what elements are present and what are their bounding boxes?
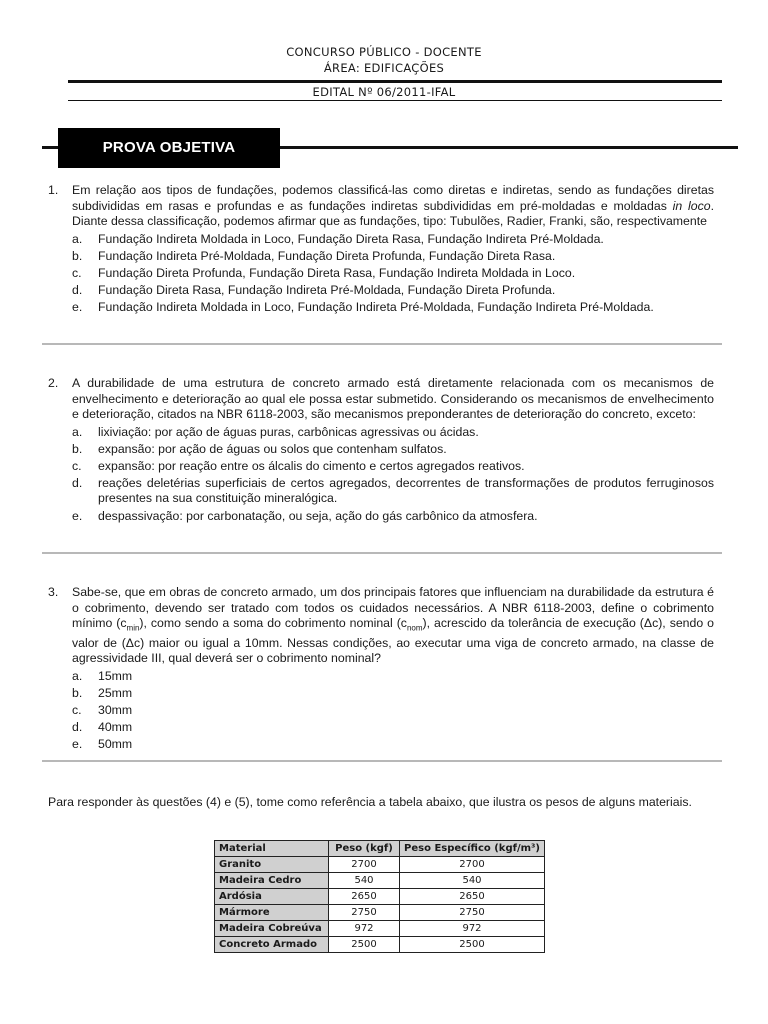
question-number: 3. bbox=[48, 585, 59, 599]
material-weight: 540 bbox=[329, 873, 400, 889]
table-row bbox=[215, 905, 545, 921]
material-weight: 2500 bbox=[329, 937, 400, 953]
document-header bbox=[0, 44, 768, 76]
option-c[interactable]: c. Fundação Direta Profunda, Fundação Direta Rasa, Fundação Indireta Moldada in Loco. bbox=[72, 265, 576, 280]
table-row bbox=[215, 857, 545, 873]
header-rule-thin bbox=[68, 100, 722, 101]
option-e[interactable]: e. 50mm bbox=[72, 736, 133, 751]
option-d[interactable]: d. 40mm bbox=[72, 719, 133, 734]
material-name: Concreto Armado bbox=[215, 937, 329, 953]
question-number: 1. bbox=[48, 183, 59, 197]
option-a[interactable]: a. 15mm bbox=[72, 668, 133, 683]
option-b[interactable]: b. 25mm bbox=[72, 685, 133, 700]
option-e[interactable]: e. despassivação: por carbonatação, ou seja, ação do gás carbônico da atmosfera. bbox=[72, 508, 538, 523]
header-weight: Peso (kgf) bbox=[329, 841, 400, 857]
option-a[interactable]: a. Fundação Indireta Moldada in Loco, Fundação Direta Rasa, Fundação Indireta Pré-Moldada. bbox=[72, 231, 604, 246]
option-a[interactable]: a. lixiviação: por ação de águas puras, carbônicas agressivas ou ácidas. bbox=[72, 424, 479, 439]
question-2 bbox=[48, 376, 714, 525]
question-3 bbox=[48, 585, 714, 753]
material-specific-weight: 540 bbox=[400, 873, 545, 889]
option-d[interactable]: d. Fundação Direta Rasa, Fundação Indireta Pré-Moldada, Fundação Direta Profunda. bbox=[72, 282, 556, 297]
header-material: Material bbox=[215, 841, 329, 857]
material-specific-weight: 2750 bbox=[400, 905, 545, 921]
material-specific-weight: 2700 bbox=[400, 857, 545, 873]
question-text: A durabilidade de uma estrutura de concreto armado está diretamente relacionada com os mecanismos de envelhecimento e deterioração ao qual ele possa estar submetido. Considerando os mecanismos de envelhecimento e deterioração, citados na NBR 6118-2003, são mecanismos preponderantes de deterioração do concreto, exceto: bbox=[72, 376, 714, 421]
materials-table bbox=[214, 840, 545, 953]
material-specific-weight: 972 bbox=[400, 921, 545, 937]
material-name: Mármore bbox=[215, 905, 329, 921]
option-b[interactable]: b. Fundação Indireta Pré-Moldada, Fundação Direta Profunda, Fundação Direta Rasa. bbox=[72, 248, 556, 263]
material-specific-weight: 2650 bbox=[400, 889, 545, 905]
material-name: Granito bbox=[215, 857, 329, 873]
header-title: CONCURSO PÚBLICO - DOCENTE bbox=[286, 45, 482, 59]
header-rule-thick bbox=[68, 80, 722, 83]
option-c[interactable]: c. 30mm bbox=[72, 702, 133, 717]
question-separator bbox=[42, 552, 722, 554]
option-e[interactable]: e. Fundação Indireta Moldada in Loco, Fundação Indireta Pré-Moldada, Fundação Indireta Pré-Moldada. bbox=[72, 299, 654, 314]
table-row bbox=[215, 937, 545, 953]
table-intro-text: Para responder às questões (4) e (5), tome como referência a tabela abaixo, que ilustra os pesos de alguns materiais. bbox=[48, 795, 692, 809]
table-row bbox=[215, 873, 545, 889]
options-list bbox=[72, 231, 714, 316]
question-text: Sabe-se, que em obras de concreto armado, um dos principais fatores que influenciam na durabilidade da estrutura é o cobrimento, devendo ser tratado com todos os cuidados necessários. A NBR 6118-2003, define o cobrimento mínimo $(c_{min})$, como sendo a soma do cobrimento nominal $(c_{nom})$, acrescido da tolerância de execução (Δc), sendo o valor de (Δc) maior ou igual a 10mm. Nessas condições, ao executar uma viga de concreto armado, na classe de agressividade III, qual deverá ser o cobrimento nominal? bbox=[72, 585, 714, 666]
section-title: PROVA OBJETIVA bbox=[58, 128, 280, 168]
material-weight: 972 bbox=[329, 921, 400, 937]
material-name: Madeira Cobreúva bbox=[215, 921, 329, 937]
material-specific-weight: 2500 bbox=[400, 937, 545, 953]
option-d[interactable]: d. reações deletérias superficiais de certos agregados, decorrentes de transformações de produtos ferruginosos presentes na sua constituição mineralógica. bbox=[72, 475, 714, 505]
options-list bbox=[72, 668, 714, 753]
options-list bbox=[72, 424, 714, 525]
material-weight: 2650 bbox=[329, 889, 400, 905]
option-c[interactable]: c. expansão: por reação entre os álcalis do cimento e certos agregados reativos. bbox=[72, 458, 525, 473]
header-area: ÁREA: EDIFICAÇÕES bbox=[323, 61, 445, 75]
question-1 bbox=[48, 183, 714, 316]
material-weight: 2700 bbox=[329, 857, 400, 873]
material-name: Ardósia bbox=[215, 889, 329, 905]
table-row bbox=[215, 921, 545, 937]
table-header-row bbox=[215, 841, 545, 857]
material-weight: 2750 bbox=[329, 905, 400, 921]
question-number: 2. bbox=[48, 376, 59, 390]
material-name: Madeira Cedro bbox=[215, 873, 329, 889]
question-separator bbox=[42, 760, 722, 762]
question-text: Em relação aos tipos de fundações, podemos classificá-las como diretas e indiretas, sendo as fundações diretas subdivididas em rasas e profundas e as fundações indiretas subdivididas em pré-moldadas e moldadas in loco. Diante dessa classificação, podemos afirmar que as fundações, tipo: Tubulões, Radier, Franki, são, respectivamente bbox=[72, 183, 714, 228]
header-edital: EDITAL Nº 06/2011-IFAL bbox=[312, 85, 456, 99]
header-specific-weight: Peso Específico (kgf/m³) bbox=[400, 841, 545, 857]
question-separator bbox=[42, 343, 722, 345]
table-row bbox=[215, 889, 545, 905]
option-b[interactable]: b. expansão: por ação de águas ou solos que contenham sulfatos. bbox=[72, 441, 447, 456]
